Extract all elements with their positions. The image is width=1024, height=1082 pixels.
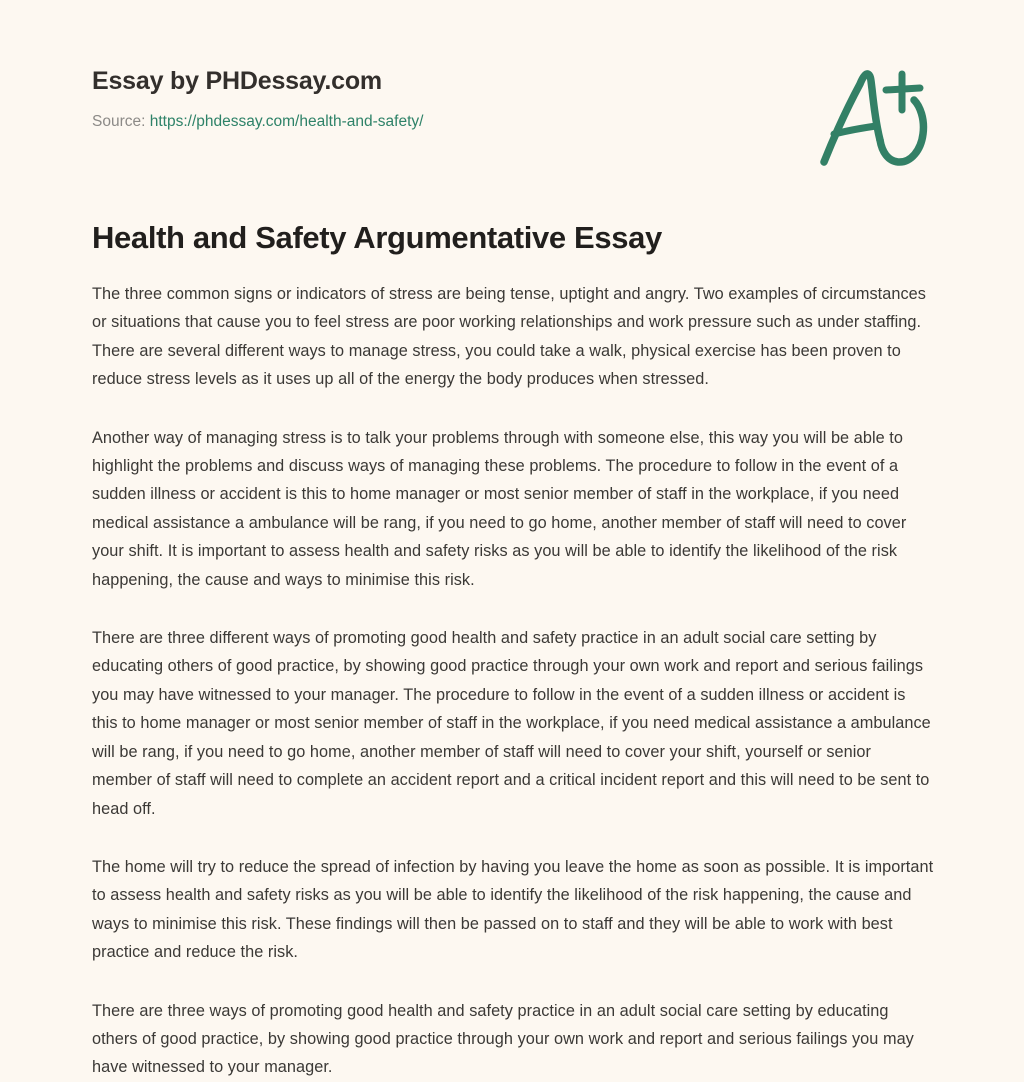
source-label: Source:	[92, 113, 146, 130]
aplus-logo-icon	[816, 62, 936, 170]
page-title: Health and Safety Argumentative Essay	[92, 220, 662, 255]
source-url-link[interactable]: https://phdessay.com/health-and-safety/	[149, 113, 424, 130]
essay-paragraph: Another way of managing stress is to talk your problems through with someone else, this way you will be able to highlight the problems and discuss ways of managing these problems. The procedure to follow in the event of a sudden illness or accident is this to home manager or most senior member of staff in the workplace, if you need medical assistance a ambulance will be rang, if you need to go home, another member of staff will need to cover your shift. It is important to assess health and safety risks as you will be able to identify the likelihood of the risk happening, the cause and ways to minimise this risk.	[92, 428, 907, 589]
essay-paragraph: There are three different ways of promoting good health and safety practice in an adult social care setting by educating others of good practice, by showing good practice through your own work and report and serious failings you may have witnessed to your manager. The procedure to follow in the event of a sudden illness or accident is this to home manager or most senior member of staff in the workplace, if you need medical assistance a ambulance will be rang, if you need to go home, another member of staff will need to cover your shift, yourself or senior member of staff will need to complete an accident report and a critical incident report and this will need to be sent to head off.	[92, 629, 931, 818]
brand-title: Essay by PHDessay.com	[92, 67, 382, 95]
essay-paragraph: The home will try to reduce the spread of infection by having you leave the home as soon as possible. It is important to assess health and safety risks as you will be able to identify the likelihood of the risk happening, the cause and ways to minimise this risk. These findings will then be passed on to staff and they will be able to work with best practice and reduce the risk.	[92, 857, 934, 962]
essay-paragraph: The three common signs or indicators of stress are being tense, uptight and angry. Two examples of circumstances or situations that cause you to feel stress are poor working relationships and work pressure such as under staffing. There are several different ways to manage stress, you could take a walk, physical exercise has been proven to reduce stress levels as it uses up all of the energy the body produces when stressed.	[92, 285, 926, 389]
essay-paragraph: There are three ways of promoting good health and safety practice in an adult social care setting by educating others of good practice, by showing good practice through your own work and report and serious failings you may have witnessed to your manager.	[92, 1001, 914, 1077]
essay-body	[92, 280, 935, 1082]
